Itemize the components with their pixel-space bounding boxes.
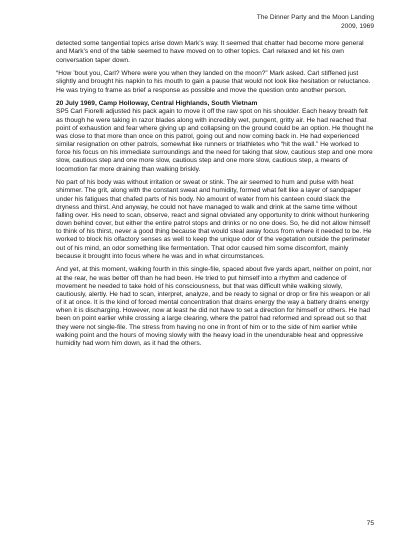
paragraph: “How ’bout you, Carl? Where were you when they landed on the moon?” Mark asked. Carl stiffened just slightly and brought his napkin to his mouth to gain a pause that would not look like hesitation or reluctance. He was trying to frame as brief a response as possible and move the question onto another person.: [56, 70, 371, 94]
running-header: [56, 14, 374, 31]
body-text: [56, 40, 374, 348]
header-dates: 2009, 1969: [340, 22, 374, 30]
document-page: [56, 14, 374, 527]
header-title: The Dinner Party and the Moon Landing: [256, 14, 374, 21]
paragraph: No part of his body was without irritation or sweat or stink. The air seemed to hum and pulse with heat shimmer. The grit, along with the constant sweat and humidity, formed what felt like a layer of sandpaper under his fatigues that chafed parts of his body. No amount of water from his canteen could slack the dryness and thirst. And anyway, he could not have managed to walk and drink at the same time without falling over. His need to scan, observe, react and signal obviated any opportunity to drink without hunkering down behind cover, but either the entire patrol stops and drinks or no one does. So, he did not allow himself to think of his thirst, never a good thing because that would steal away focus from where it needed to be. He worked to block his olfactory senses as well to keep the unique odor of the vegetation outside the perimeter out of his mind, an odor something like fermentation. That odor caused him some discomfort, mainly because it brought into focus where he was and in what circumstances.: [56, 179, 372, 260]
paragraph: detected some tangential topics arise down Mark’s way. It seemed that chatter had become more general and Mark’s end of the table seemed to have moved on to other topics. Carl relaxed and let his own conversation taper down.: [56, 40, 364, 64]
page-number: 75: [366, 520, 374, 527]
paragraph: SP5 Carl Fiorelli adjusted his pack again to move it off the raw spot on his shoulder. Each heavy breath felt as though he were taking in razor blades along with incredibly wet, pungent, gritty air. He had reached that point of exhaustion and fear where giving up and collapsing on the ground could be an option. He thought he was close to that more than once on this patrol, going out and now coming back in. He had experienced similar resignation on other patrols, somewhat like runners or triathletes who “hit the wall.” He worked to force his focus on his immediate surroundings and the need for taking that slow, cautious step and one more slow, cautious step and one more slow, cautious step and one more slow, cautious step, a means of locomotion far more draining than walking briskly.: [56, 108, 374, 173]
section-heading: 20 July 1969, Camp Holloway, Central Highlands, South Vietnam: [56, 100, 258, 108]
paragraph: And yet, at this moment, walking fourth in this single-file, spaced about five yards apart, neither on point, nor at the rear, he was better off than he had been. He tried to put himself into a rhythm and cadence of movement he needed to take hold of his consciousness, but that was difficult while walking slowly, cautiously, alertly. He had to scan, interpret, analyze, and be ready to signal or drop or fire his weapon or all of it at once. It is the kind of forced mental concentration that drains energy the way a battery drains energy when it is discharging. However, now at least he did not have to set a direction for himself or others. He had been on point earlier while crossing a large clearing, where the patrol had reformed and spread out so that they were not single-file. The stress from having no one in front of him or to the side of him earlier while walking point and the hours of moving slowly with the heavy load in the unendurable heat and oppressive humidity had worn him down, as it had the others.: [56, 266, 372, 347]
